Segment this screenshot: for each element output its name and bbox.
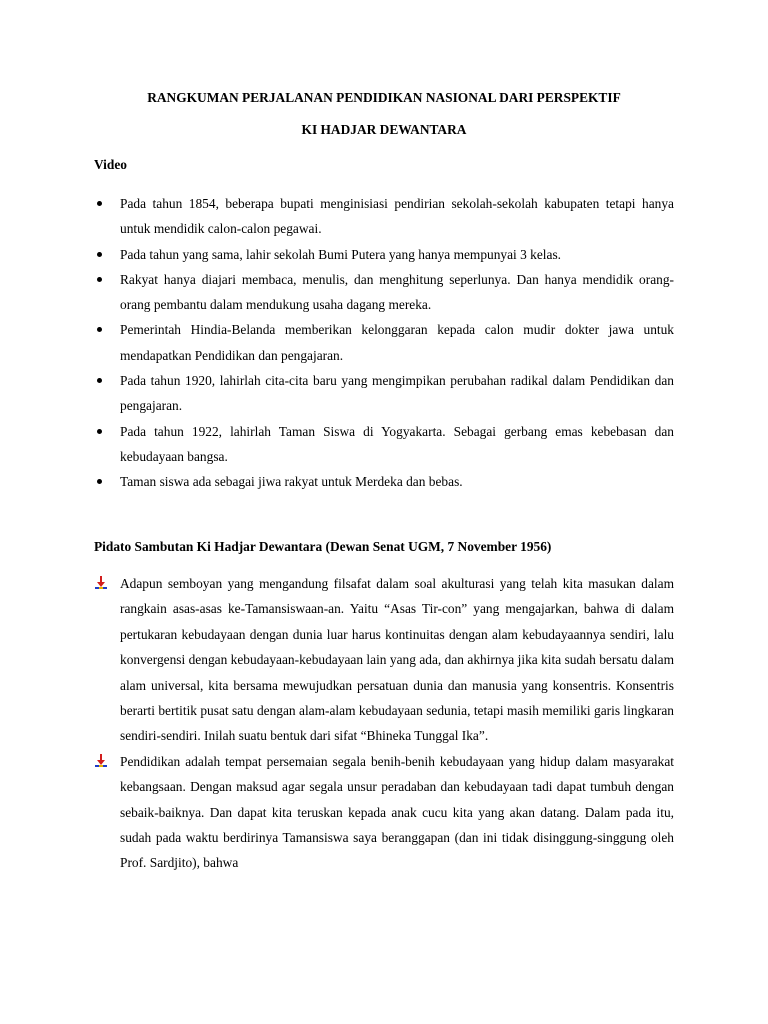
section-heading-video: Video	[94, 157, 127, 172]
round-bullet-icon	[97, 327, 102, 332]
list-item: Pendidikan adalah tempat persemaian segala benih-benih kebudayaan yang hidup dalam masyarakat kebangsaan. Dengan maksud agar segala unsur peradaban dan kebudayaan tadi dapat tumbuh dengan sebaik-baiknya. Dan dapat kita teruskan kepada anak cucu kita yang akan datang. Dalam pada itu, sudah pada waktu berdirinya Tamansiswa saya beranggapan (dan ini tidak disinggung-singgung oleh Prof. Sardjito), bahwa	[94, 749, 674, 876]
video-bullet-list	[94, 191, 674, 495]
round-bullet-icon	[97, 378, 102, 383]
section-heading-pidato: Pidato Sambutan Ki Hadjar Dewantara (Dewan Senat UGM, 7 November 1956)	[94, 539, 552, 554]
round-bullet-icon	[97, 429, 102, 434]
list-item: Rakyat hanya diajari membaca, menulis, dan menghitung seperlunya. Dan hanya mendidik orang-orang pembantu dalam mendukung usaha dagang mereka.	[94, 267, 674, 318]
list-item: Pada tahun yang sama, lahir sekolah Bumi Putera yang hanya mempunyai 3 kelas.	[94, 242, 674, 267]
pidato-bullet-list	[94, 571, 674, 901]
list-item: Pada tahun 1922, lahirlah Taman Siswa di Yogyakarta. Sebagai gerbang emas kebebasan dan kebudayaan bangsa.	[94, 419, 674, 470]
round-bullet-icon	[97, 252, 102, 257]
round-bullet-icon	[97, 201, 102, 206]
arrow-bullet-icon	[94, 576, 108, 590]
list-item: Adapun semboyan yang mengandung filsafat dalam soal akulturasi yang telah kita masukan dalam rangkain asas-asas ke-Tamansiswaan-an. Yaitu “Asas Tir-con” yang mengajarkan, bahwa di dalam pertukaran kebudayaan dengan dunia luar harus kontinuitas dengan alam kebudayaannya sendiri, lalu konvergensi dengan kebudayaan-kebudayaan lain yang ada, dan akhirnya jika kita sudah bersatu dalam alam universal, kita bersama mewujudkan persatuan dunia dan manusia yang konsentris. Konsentris berarti bertitik pusat satu dengan alam-alam kebudayaan sedunia, tetapi masih memiliki garis lingkaran sendiri-sendiri. Inilah suatu bentuk dari sifat “Bhineka Tunggal Ika”.	[94, 571, 674, 749]
document-title-line1: RANGKUMAN PERJALANAN PENDIDIKAN NASIONAL DARI PERSPEKTIF	[147, 90, 621, 105]
document-title-line2: KI HADJAR DEWANTARA	[301, 122, 467, 137]
list-item: Pada tahun 1920, lahirlah cita-cita baru yang mengimpikan perubahan radikal dalam Pendidikan dan pengajaran.	[94, 368, 674, 419]
arrow-bullet-icon	[94, 754, 108, 768]
list-item: Pemerintah Hindia-Belanda memberikan kelonggaran kepada calon mudir dokter jawa untuk mendapatkan Pendidikan dan pengajaran.	[94, 317, 674, 368]
round-bullet-icon	[97, 277, 102, 282]
round-bullet-icon	[97, 479, 102, 484]
list-item: Taman siswa ada sebagai jiwa rakyat untuk Merdeka dan bebas.	[94, 469, 674, 494]
list-item: Pada tahun 1854, beberapa bupati menginisiasi pendirian sekolah-sekolah kabupaten tetapi hanya untuk mendidik calon-calon pegawai.	[94, 191, 674, 242]
